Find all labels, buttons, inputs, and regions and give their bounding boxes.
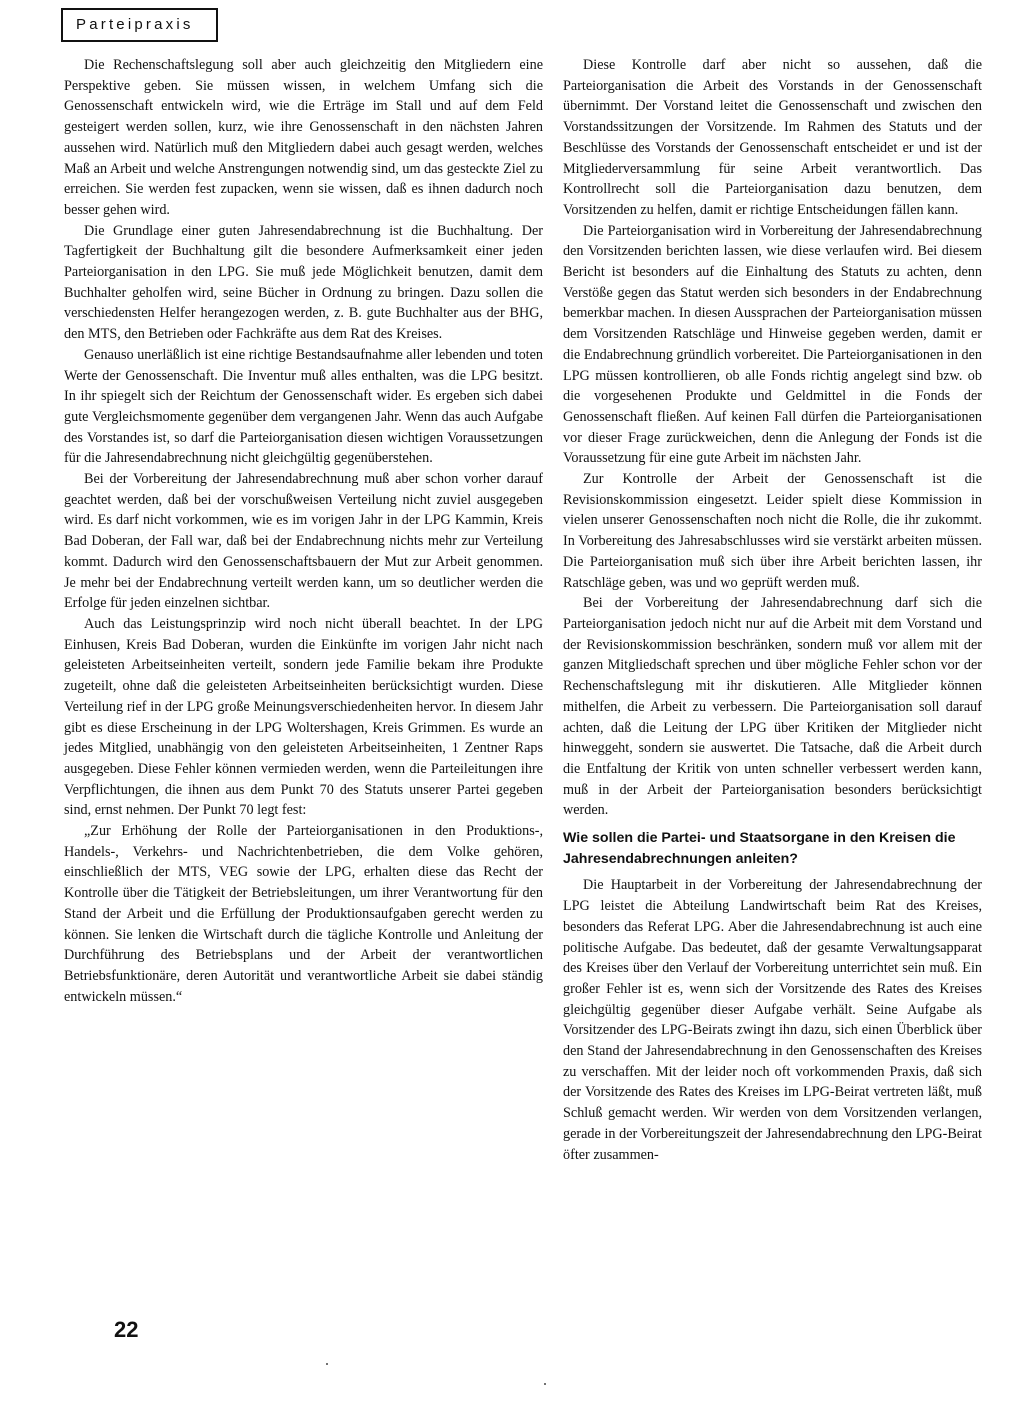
print-speck: [544, 1383, 546, 1385]
right-column: [563, 55, 982, 1165]
paragraph: Die Rechenschaftslegung soll aber auch gleichzeitig den Mitgliedern eine Perspektive geben. Sie müssen wissen, in welchem Umfang sich die Genossenschaft entwickeln wird, wie die Erträge im Stall und auf dem Feld gesteigert werden sollen, kurz, wie ihre Genossenschaft in den nächsten Jahren aussehen wird. Natürlich muß den Mitgliedern dabei auch gesagt werden, welches Maß an Arbeit und welche Anstrengungen notwendig sind, um das gesteckte Ziel zu erreichen. Sie werden fest zupacken, wenn sie wissen, daß es ihnen dadurch noch besser gehen wird.: [64, 57, 543, 218]
paragraph: Bei der Vorbereitung der Jahresendabrechnung darf sich die Parteiorganisation jedoch nicht nur auf die Arbeit mit dem Vorstand und der Revisionskommission beschränken, sondern muß vor allem mit der ganzen Mitgliedschaft sprechen und über mögliche Fehler schon vor der Rechenschaftslegung mit ihr diskutieren. Alle Mitglieder können mithelfen, die Arbeit zu verbessern. Die Parteiorganisation soll darauf achten, daß die Leitung der LPG über Kritiken der Mitglieder nicht hinweggeht, sondern sie auswertet. Die Tatsache, daß die Arbeit durch die Entfaltung der Kritik von unten schneller verbessert werden kann, muß in der Arbeit der Parteiorganisation besonders berücksichtigt werden.: [563, 595, 982, 819]
paragraph: Die Hauptarbeit in der Vorbereitung der Jahresendabrechnung der LPG leistet die Abteilung Landwirtschaft beim Rat des Kreises, besonders das Referat LPG. Aber die Jahresendabrechnung ist auch eine politische Aufgabe. Das bedeutet, daß der gesamte Verwaltungsapparat des Kreises über den Verlauf der Vorbereitung unterrichtet sein muß. Ein großer Fehler ist es, wenn sich der Vorsitzende des Rates des Kreises gleichgültig gegenüber dieser Aufgabe verhält. Seine Aufgabe als Vorsitzender des LPG-Beirats zwingt ihn dazu, sich einen Überblick über den Stand der Jahresendabrechnung in den Genossenschaften des Kreises zu verschaffen. Mit der leider noch oft vorkommenden Praxis, daß sich der Vorsitzende des Rates des Kreises im LPG-Beirat vertreten läßt, muß Schluß gemacht werden. Wir werden von dem Vorsitzenden verlangen, gerade in der Vorbereitungszeit der Jahresendabrechnung den LPG-Beirat öfter zusammen-: [563, 877, 982, 1163]
section-header-box: [61, 8, 218, 42]
paragraph: Genauso unerläßlich ist eine richtige Bestandsaufnahme aller lebenden und toten Werte der Genossenschaft. Die Inventur muß alles enthalten, was die LPG besitzt. In ihr spiegelt sich der Reichtum der Genossenschaft wider. Es ergeben sich dabei gute Vergleichsmomente gegenüber dem vergangenen Jahr. Wenn das auch Aufgabe des Vorstandes ist, so darf die Parteiorganisation diesen wichtigen Voraussetzungen für die Jahresendabrechnung nicht gleichgültig gegenüberstehen.: [64, 346, 543, 467]
quote-paragraph: „Zur Erhöhung der Rolle der Parteiorganisationen in den Produktions-, Handels-, Verkehrs- und Nachrichtenbetrieben, die dem Volke gehören, einschließlich der MTS, VEG sowie der LPG, erhalten diese das Recht der Kontrolle über die Tätigkeit der Betriebsleitungen, um ihrer Verantwortung für den Stand der Arbeit und die Erfüllung der Produktionsaufgaben gerecht werden zu können. Sie lenken die Wirtschaft durch die tägliche Kontrolle und Anleitung der Durchführung des Betriebsplans und der Arbeit der verantwortlichen Betriebsfunktionäre, deren Autorität und verantwortliche Arbeit sie dabei ständig entwickeln müssen.“: [64, 823, 543, 1005]
page-number: 22: [114, 1317, 139, 1342]
paragraph: Die Parteiorganisation wird in Vorbereitung der Jahresendabrechnung den Vorsitzenden berichten lassen, wie diese verlaufen wird. Bei diesem Bericht ist besonders auf die Einhaltung des Statuts zu achten, denn Verstöße gegen das Statut werden sich besonders in der Endabrechnung bemerkbar machen. In diesen Aussprachen der Parteiorganisation müssen dem Vorsitzenden Ratschläge und Hinweise gegeben werden, damit er die Endabrechnung gründlich vorbereitet. Die Parteiorganisationen in den LPG müssen kontrollieren, ob alle Fonds richtig angelegt sind bzw. ob die vorgesehenen Produkte und Geldmittel in die Fonds der Genossenschaft fließen. Auf keinen Fall dürfen die Parteiorganisationen vor dieser Frage zurückweichen, denn die Anlegung der Fonds ist die Voraussetzung für eine gute Arbeit im nächsten Jahr.: [563, 222, 982, 467]
paragraph: Zur Kontrolle der Arbeit der Genossenschaft ist die Revisionskommission eingesetzt. Leider spielt diese Kommission in vielen unserer Genossenschaften noch nicht die Rolle, die ihr zukommt. In Vorbereitung des Jahresabschlusses wird sie verstärkt arbeiten müssen. Die Parteiorganisation muß sich über ihre Arbeit berichten lassen, ihr Ratschläge geben, was und wo geprüft werden muß.: [563, 471, 982, 591]
section-title: Parteipraxis: [76, 16, 194, 33]
paragraph: Auch das Leistungsprinzip wird noch nicht überall beachtet. In der LPG Einhusen, Kreis Bad Doberan, wurden die Einkünfte im vorigen Jahr nicht nach geleisteten Arbeitseinheiten verteilt, sondern jede Familie bekam ihre Produkte zugeteilt, ohne daß die geleisteten Arbeitseinheiten berücksichtigt wurden. Diese Verteilung rief in der LPG große Meinungsverschiedenheiten hervor. In diesem Jahr gibt es diese Erscheinung in der LPG Woltershagen, Kreis Grimmen. Es wurde an jedes Mitglied, unabhängig von den geleisteten Arbeitseinheiten, 1 Zentner Raps ausgegeben. Diese Fehler können vermieden werden, wenn die Parteileitungen ihre Verpflichtungen, die ihnen aus dem Punkt 70 des Statuts unserer Partei gegeben sind, ernst nehmen. Der Punkt 70 legt fest:: [64, 615, 543, 819]
left-column: [64, 55, 543, 1007]
print-speck: [326, 1363, 328, 1365]
paragraph: Bei der Vorbereitung der Jahresendabrechnung muß aber schon vorher darauf geachtet werden, daß bei der vorschußweisen Verteilung nicht zuviel ausgegeben wird. Es darf nicht vorkommen, wie es im vorigen Jahr in der LPG Kammin, Kreis Bad Doberan, der Fall war, daß bei der Endabrechnung nichts mehr zur Verteilung kommt. Dadurch wird den Genossenschaftsbauern der Mut zur Arbeit genommen. Je mehr bei der Endabrechnung verteilt werden kann, um so deutlicher werden die Erfolge für jeden einzelnen sichtbar.: [64, 471, 543, 612]
paragraph: Die Grundlage einer guten Jahresendabrechnung ist die Buchhaltung. Der Tagfertigkeit der Buchhaltung gilt die besondere Aufmerksamkeit einer jeden Parteiorganisation in den LPG. Sie muß jede Möglichkeit benutzen, damit dem Buchhalter geholfen wird, seine Bücher in Ordnung zu bringen. Dazu sollen die verschiedensten Helfer herangezogen werden, z. B. gute Buchhalter aus der BHG, den MTS, den Betrieben oder Fachkräfte aus dem Rat des Kreises.: [64, 222, 543, 343]
paragraph: Diese Kontrolle darf aber nicht so aussehen, daß die Parteiorganisation die Arbeit des Vorstands in der Genossenschaft übernimmt. Der Vorstand leitet die Genossenschaft und zwischen den Vorstandssitzungen der Vorsitzende. Im Rahmen des Statuts und der Beschlüsse des Vorstands der Genossenschaft entscheidet er und ist der Mitgliederversammlung für seine Arbeit verantwortlich. Das Kontrollrecht soll die Parteiorganisation dazu benutzen, dem Vorsitzenden zu helfen, damit er richtige Entscheidungen fällen kann.: [563, 57, 982, 218]
section-heading: Wie sollen die Partei- und Staatsorgane in den Kreisen die Jahresendabrechnungen anleiten?: [563, 830, 956, 867]
